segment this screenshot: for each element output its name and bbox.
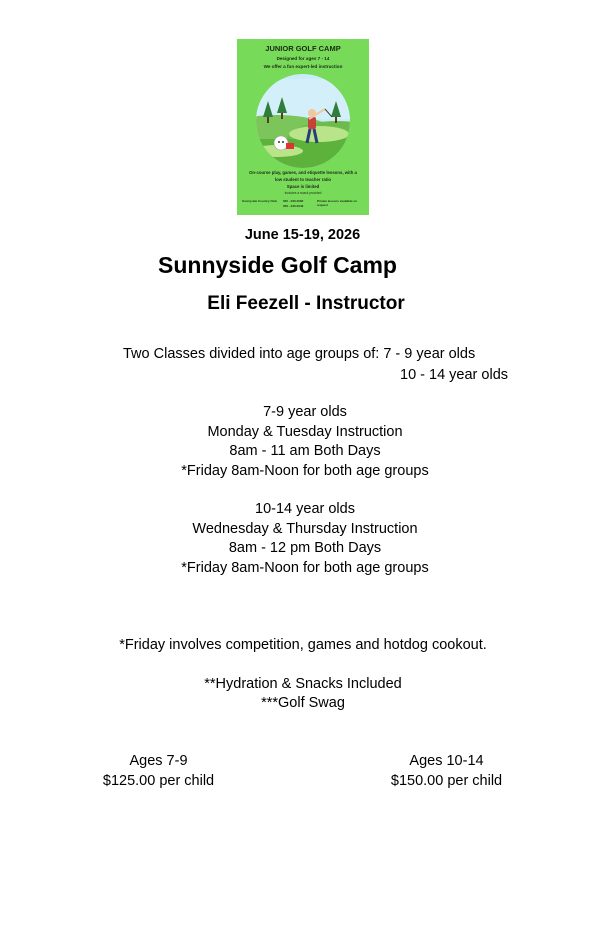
flyer-desc2: low student to teacher ratio: [274, 177, 332, 182]
group1-friday: *Friday 8am-Noon for both age groups: [181, 463, 429, 479]
price-right-label: Ages 10-14: [409, 753, 484, 769]
page-title: Sunnyside Golf Camp: [158, 252, 397, 278]
group2-name: 10-14 year olds: [255, 501, 355, 517]
instructor-subtitle: Eli Feezell - Instructor: [207, 293, 405, 314]
flyer-heading: JUNIOR GOLF CAMP: [265, 44, 341, 53]
price-left-label: Ages 7-9: [129, 753, 188, 769]
price-left-amount: $125.00 per child: [102, 773, 215, 789]
group2-days: Wednesday & Thursday Instruction: [192, 521, 418, 537]
price-right-amount: $150.00 per child: [390, 773, 503, 789]
group1-name: 7-9 year olds: [263, 404, 347, 420]
group2-friday: *Friday 8am-Noon for both age groups: [181, 560, 429, 576]
hydration-note: **Hydration & Snacks Included: [204, 676, 402, 692]
flyer-phone2: 000 - 230-0049: [283, 204, 304, 208]
flyer-line2: We offer a fun expert-led instruction: [263, 64, 343, 69]
flyer-line1: Designed for ages 7 - 14: [276, 56, 330, 61]
classes-intro: Two Classes divided into age groups of: 7 - 9 year olds: [123, 346, 476, 362]
group1-days: Monday & Tuesday Instruction: [207, 424, 403, 440]
flyer-foot-left: Sunnyside Country Club: [242, 199, 278, 203]
flyer-desc3: Space is limited: [286, 184, 320, 189]
flyer-foot-right: Private lessons available on request: [317, 199, 358, 207]
classes-second-group: 10 - 14 year olds: [400, 367, 509, 383]
group2-hours: 8am - 12 pm Both Days: [228, 540, 382, 556]
group1-hours: 8am - 11 am Both Days: [229, 443, 381, 459]
flyer-desc4: Includes a snack provided: [284, 191, 322, 195]
golf-camp-flyer: [237, 39, 369, 215]
flyer-desc1: On-course play, games, and etiquette lessons, with a: [249, 170, 357, 175]
swag-note: ***Golf Swag: [261, 695, 345, 711]
friday-note: *Friday involves competition, games and hotdog cookout.: [119, 637, 487, 653]
flyer-phone1: 000 - 230-0082: [283, 199, 304, 203]
camp-date: June 15-19, 2026: [244, 227, 361, 243]
